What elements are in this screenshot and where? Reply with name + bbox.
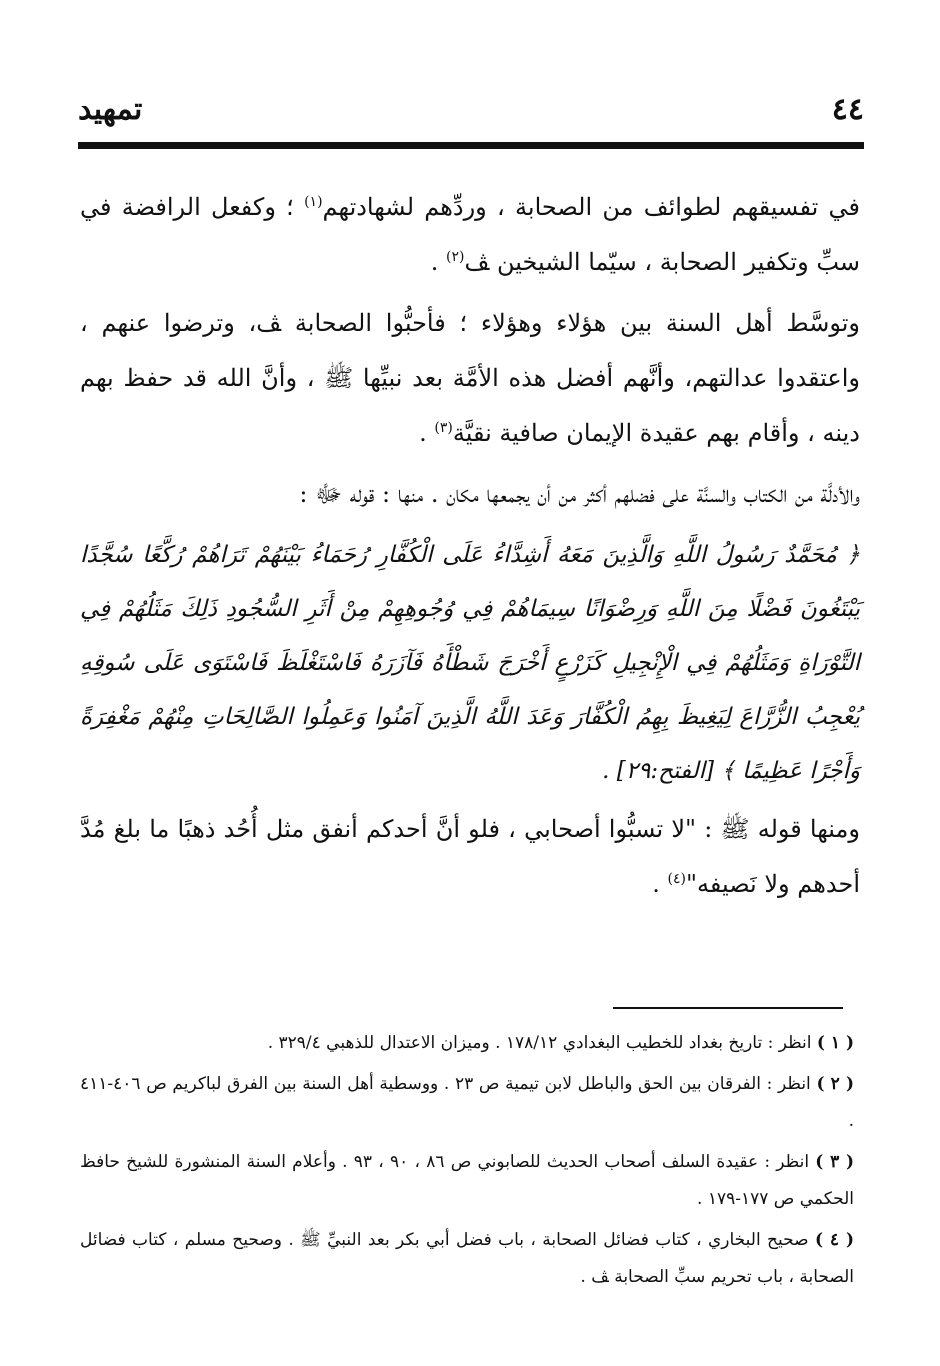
footnote-text: صحيح البخاري ، كتاب فضائل الصحابة ، باب فضل أبي بكر بعد النبيِّ ﷺ . وصحيح مسلم ، كتاب فضائل الصحابة ، باب تحريم سبِّ الصحابة ﭫ . (80, 1230, 854, 1287)
paragraph-2-text: وتوسَّط أهل السنة بين هؤلاء وهؤلاء ؛ فأحبُّوا الصحابة ﭫ، وترضوا عنهم ، واعتقدوا عدالتهم، وأنَّهم أفضل هذه الأمَّة بعد نبيِّها ﷺ ، وأنَّ الله قد حفظ بهم دينه ، وأقام بهم عقيدة الإيمان صافية نقيَّة (80, 309, 860, 447)
footnote-4 (80, 1222, 854, 1296)
paragraph-3-text: والأدلَّة من الكتاب والسنَّة على فضلهم أكثر من أن يجمعها مكان . منها : قوله ﷻ : (299, 480, 860, 508)
footnote-ref-3: (٣) (434, 420, 453, 436)
paragraph-4-end: . (652, 870, 668, 898)
main-text (80, 180, 860, 918)
footnotes (80, 1025, 854, 1300)
footnote-number: ( ٣ ) (815, 1152, 855, 1172)
footnote-3 (80, 1144, 854, 1218)
footnote-2 (80, 1066, 854, 1140)
paragraph-1 (80, 180, 860, 290)
paragraph-4 (80, 802, 860, 912)
paragraph-1-text: في تفسيقهم لطوائف من الصحابة ، وردِّهم لشهادتهم (322, 193, 860, 221)
running-title: تمهيد (78, 92, 143, 127)
footnote-ref-4: (٤) (667, 871, 686, 887)
footnote-ref-2: (٢) (446, 249, 465, 265)
footnote-1 (80, 1025, 854, 1062)
footnote-number: ( ٢ ) (816, 1074, 855, 1094)
page-header (78, 92, 864, 132)
paragraph-2 (80, 296, 860, 461)
header-rule (78, 142, 864, 149)
footnote-number: ( ١ ) (816, 1033, 854, 1053)
quran-verse: ﴿ مُحَمَّدٌ رَسُولُ اللَّهِ وَالَّذِينَ مَعَهُ أَشِدَّاءُ عَلَى الْكُفَّارِ رُحَمَاءُ بَيْنَهُمْ تَرَاهُمْ رُكَّعًا سُجَّدًا يَبْتَغُونَ فَضْلًا مِنَ اللَّهِ وَرِضْوَانًا سِيمَاهُمْ فِي وُجُوهِهِمْ مِنْ أَثَرِ السُّجُودِ ذَلِكَ مَثَلُهُمْ فِي التَّوْرَاةِ وَمَثَلُهُمْ فِي الْإِنْجِيلِ كَزَرْعٍ أَخْرَجَ شَطْأَهُ فَآزَرَهُ فَاسْتَغْلَظَ فَاسْتَوَى عَلَى سُوقِهِ يُعْجِبُ الزُّرَّاعَ لِيَغِيظَ بِهِمُ الْكُفَّارَ وَعَدَ اللَّهُ الَّذِينَ آمَنُوا وَعَمِلُوا الصَّالِحَاتِ مِنْهُمْ مَغْفِرَةً وَأَجْرًا عَظِيمًا ﴾ (80, 542, 860, 784)
footnote-separator (613, 1007, 843, 1009)
paragraph-3 (80, 467, 860, 522)
footnote-text: انظر : عقيدة السلف أصحاب الحديث للصابوني ص ٨٦ ، ٩٠ ، ٩٣ . وأعلام السنة المنشورة للشيخ حافظ الحكمي ص ١٧٧-١٧٩ . (80, 1152, 854, 1209)
paragraph-1-end: . (430, 248, 447, 276)
paragraph-1-text-cont: ؛ وكفعل الرافضة في سبِّ وتكفير الصحابة ، سيّما الشيخين ﭫ (80, 193, 860, 276)
footnote-text: انظر : الفرقان بين الحق والباطل لابن تيمية ص ٢٣ . ووسطية أهل السنة بين الفرق لباكريم ص ٤٠٦-٤١١ . (80, 1074, 854, 1131)
paragraph-4-text: ومنها قوله ﷺ : "لا تسبُّوا أصحابي ، فلو أنَّ أحدكم أنفق مثل أُحُد ذهبًا ما بلغ مُدَّ أحدهم ولا نَصيفه" (80, 815, 860, 898)
footnote-ref-1: (١) (304, 194, 323, 210)
quran-quote (80, 528, 860, 798)
page-number: ٤٤ (831, 92, 864, 127)
paragraph-2-end: . (419, 419, 435, 447)
quran-reference: [الفتح:٢٩] . (602, 758, 722, 784)
footnote-text: انظر : تاريخ بغداد للخطيب البغدادي ١٧٨/١٢ . وميزان الاعتدال للذهبي ٣٢٩/٤ . (267, 1033, 817, 1053)
footnote-number: ( ٤ ) (814, 1230, 854, 1250)
